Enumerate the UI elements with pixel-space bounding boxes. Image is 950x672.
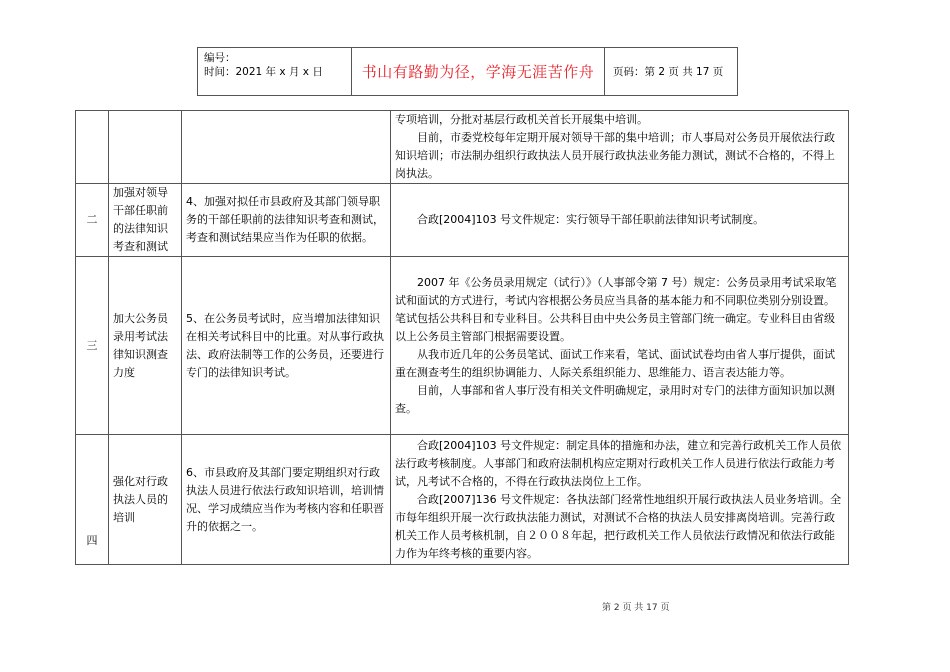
row-number — [76, 111, 109, 184]
row-measure: 4、加强对拟任市县政府及其部门领导职务的干部任职前的法律知识考查和测试，考查和测试结果应当作为任职的依据。 — [182, 184, 391, 257]
basis-paragraph: 目前，市委党校每年定期开展对领导干部的集中培训；市人事局对公务员开展依法行政知识培训；市法制办组织行政执法人员开展行政执法业务能力测试，测试不合格的，不得上岗执法。 — [395, 131, 835, 180]
motto: 书山有路勤为径，学海无涯苦作舟 — [352, 48, 605, 95]
basis-paragraph: 从我市近几年的公务员笔试、面试工作来看，笔试、面试试卷均由省人事厅提供，面试重在测查考生的组织协调能力、人际关系组织能力、思维能力、语言表达能力等。 — [395, 347, 835, 379]
row-number: 三 — [76, 257, 109, 435]
basis-paragraph: 2007 年《公务员录用规定（试行）》（人事部令第 7 号）规定：公务员录用考试采取笔试和面试的方式进行，考试内容根据公务员应当具备的基本能力和不同职位类别分别设置。笔试包括公共科目和专业科目。公共科目由中央公务员主管部门统一确定。专业科目由省级以上公务员主管部门根据需要设置。 — [395, 275, 837, 343]
row-item: 加大公务员录用考试法律知识测查力度 — [109, 257, 182, 435]
basis-paragraph: 专项培训，分批对基层行政机关首长开展集中培训。 — [395, 113, 648, 126]
basis-paragraph: 合政[2004]103 号文件规定：实行领导干部任职前法律知识考试制度。 — [417, 213, 765, 226]
row-item: 加强对领导干部任职前的法律知识考查和测试 — [109, 184, 182, 257]
table-row — [76, 184, 849, 257]
row-basis — [391, 257, 849, 435]
row-number: 四 — [76, 435, 109, 565]
basis-paragraph: 合政[2004]103 号文件规定：制定具体的措施和办法，建立和完善行政机关工作人员依法行政考核制度。人事部门和政府法制机构应定期对行政机关工作人员进行依法行政能力考试，凡考试不合格的，不得在行政执法岗位上工作。 — [395, 438, 842, 488]
row-item: 强化对行政执法人员的培训 — [109, 435, 182, 565]
row-measure: 5、在公务员考试时，应当增加法律知识在相关考试科目中的比重。对从事行政执法、政府法制等工作的公务员，还要进行专门的法律知识考试。 — [182, 257, 391, 435]
table-row — [76, 257, 849, 435]
row-basis — [391, 184, 849, 257]
table-row — [76, 435, 849, 565]
row-basis — [391, 435, 849, 565]
row-basis — [391, 111, 849, 184]
number-label: 编号： — [204, 52, 236, 64]
basis-paragraph: 目前，人事部和省人事厅没有相关文件明确规定，录用时对专门的法律方面知识加以测查。 — [395, 383, 835, 415]
header-meta — [198, 48, 352, 95]
row-measure — [182, 111, 391, 184]
row-number: 二 — [76, 184, 109, 257]
basis-paragraph: 合政[2007]136 号文件规定：各执法部门经常性地组织开展行政执法人员业务培训。全市每年组织开展一次行政执法能力测试，对测试不合格的执法人员安排离岗培训。完善行政机关工作人员考核机制，自２００８年起，把行政机关工作人员依法行政情况和依法行政能力作为年终考核的重要内容。 — [395, 492, 842, 560]
row-item — [109, 111, 182, 184]
page-footer: 第 2 页 共 17 页 — [602, 603, 670, 613]
time-label: 时间：2021 年 x 月 x 日 — [204, 66, 323, 78]
measures-table — [75, 110, 849, 565]
row-measure: 6、市县政府及其部门要定期组织对行政执法人员进行依法行政知识培训，培训情况、学习成绩应当作为考核内容和任职晋升的依据之一。 — [182, 435, 391, 565]
table-row — [76, 111, 849, 184]
page-header — [197, 47, 738, 96]
page-code: 页码：第 2 页 共 17 页 — [613, 66, 724, 78]
